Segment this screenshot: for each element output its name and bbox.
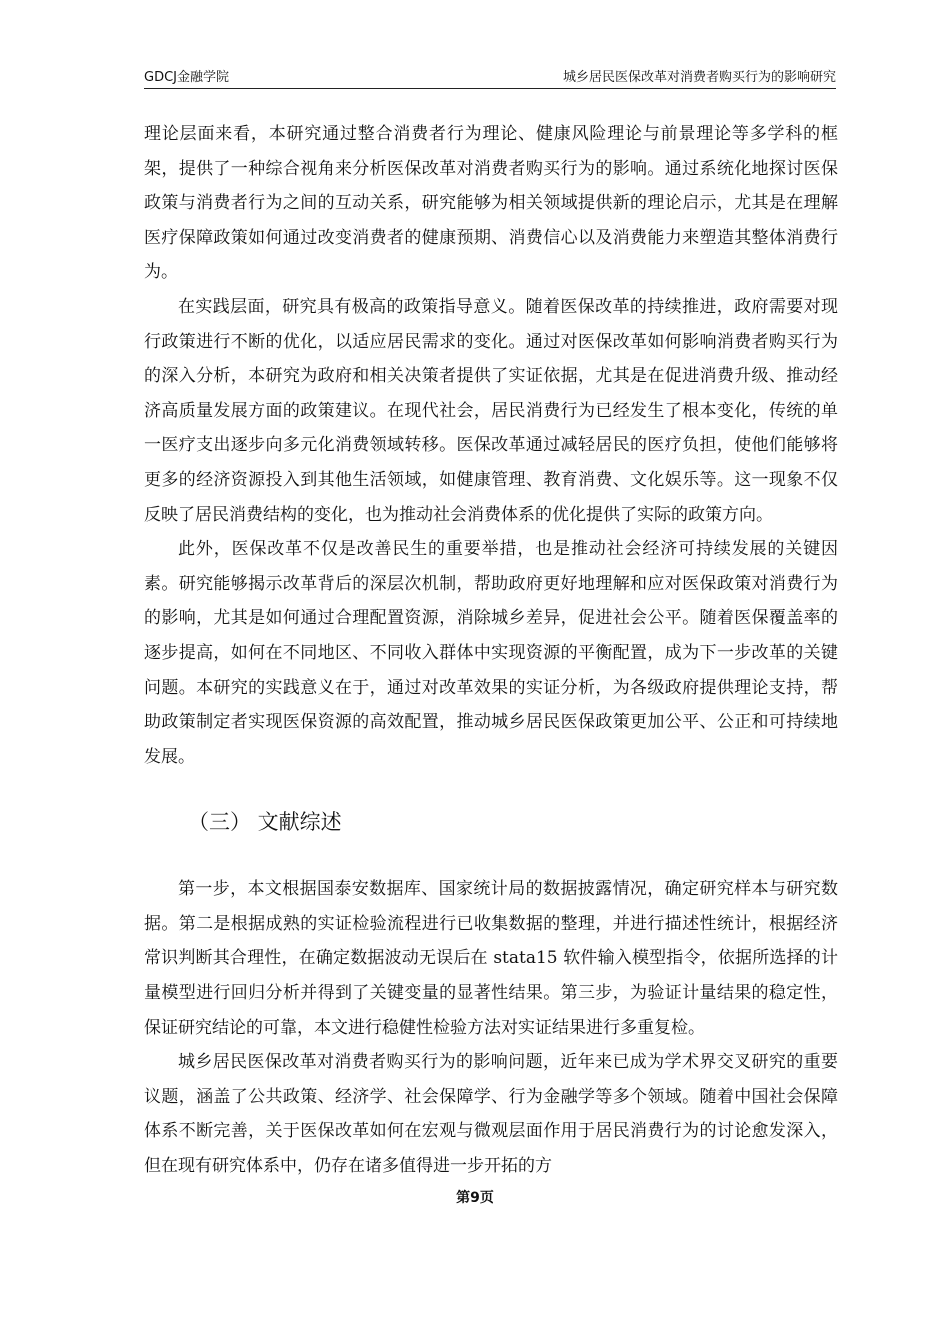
section-heading: （三） 文献综述 — [188, 810, 342, 835]
header-institution: GDCJ金融学院 — [144, 70, 229, 85]
page-body — [144, 117, 838, 1184]
paragraph-theory: 理论层面来看，本研究通过整合消费者行为理论、健康风险理论与前景理论等多学科的框架，提供了一种综合视角来分析医保改革对消费者购买行为的影响。通过系统化地探讨医保政策与消费者行为之间的互动关系，研究能够为相关领域提供新的理论启示，尤其是在理解医疗保障政策如何通过改变消费者的健康预期、消费信心以及消费能力来塑造其整体消费行为。 — [144, 124, 838, 283]
paragraph-practice: 在实践层面，研究具有极高的政策指导意义。随着医保改革的持续推进，政府需要对现行政策进行不断的优化，以适应居民需求的变化。通过对医保改革如何影响消费者购买行为的深入分析，本研究为政府和相关决策者提供了实证依据，尤其是在促进消费升级、推动经济高质量发展方面的政策建议。在现代社会，居民消费行为已经发生了根本变化，传统的单一医疗支出逐步向多元化消费领域转移。医保改革通过减轻居民的医疗负担，使他们能够将更多的经济资源投入到其他生活领域，如健康管理、教育消费、文化娱乐等。这一现象不仅反映了居民消费结构的变化，也为推动社会消费体系的优化提供了实际的政策方向。 — [144, 296, 838, 525]
page-header — [144, 66, 836, 89]
header-paper-title: 城乡居民医保改革对消费者购买行为的影响研究 — [562, 70, 836, 85]
paragraph-additionally: 此外，医保改革不仅是改善民生的重要举措，也是推动社会经济可持续发展的关键因素。研究能够揭示改革背后的深层次机制，帮助政府更好地理解和应对医保政策对消费行为的影响，尤其是如何通过合理配置资源，消除城乡差异，促进社会公平。随着医保覆盖率的逐步提高，如何在不同地区、不同收入群体中实现资源的平衡配置，成为下一步改革的关键问题。本研究的实践意义在于，通过对改革效果的实证分析，为各级政府提供理论支持，帮助政策制定者实现医保资源的高效配置，推动城乡居民医保政策更加公平、公正和可持续地发展。 — [144, 539, 838, 767]
paragraph-literature-intro: 城乡居民医保改革对消费者购买行为的影响问题，近年来已成为学术界交叉研究的重要议题，涵盖了公共政策、经济学、社会保障学、行为金融学等多个领域。随着中国社会保障体系不断完善，关于医保改革如何在宏观与微观层面作用于居民消费行为的讨论愈发深入，但在现有研究体系中，仍存在诸多值得进一步开拓的方 — [144, 1052, 838, 1177]
page-number: 第9页 — [456, 1190, 494, 1206]
paragraph-method-steps: 第一步，本文根据国泰安数据库、国家统计局的数据披露情况，确定研究样本与研究数据。第二是根据成熟的实证检验流程进行已收集数据的整理，并进行描述性统计，根据经济常识判断其合理性，在确定数据波动无误后在 stata15 软件输入模型指令，依据所选择的计量模型进行回归分析并得到了关键变量的显著性结果。第三步，为验证计量结果的稳定性，保证研究结论的可靠，本文进行稳健性检验方法对实证结果进行多重复检。 — [144, 879, 838, 1038]
